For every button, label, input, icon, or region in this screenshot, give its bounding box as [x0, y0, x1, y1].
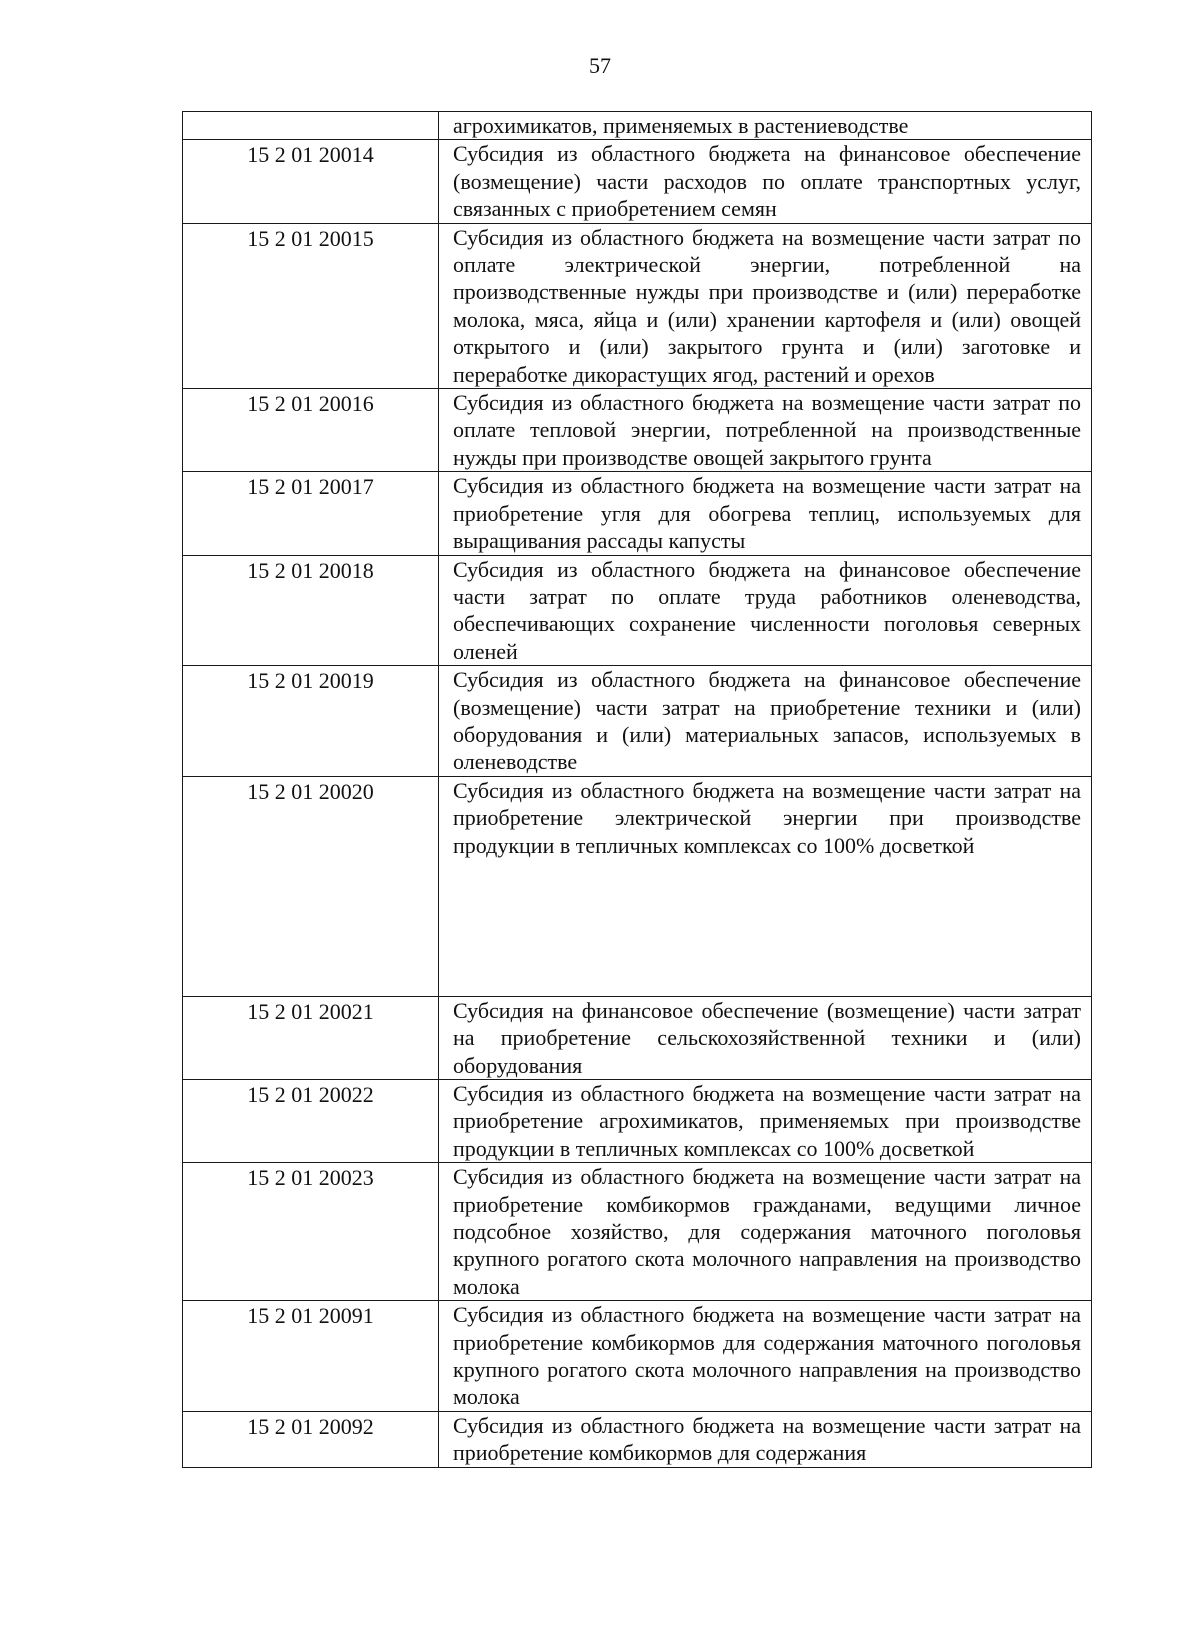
row-code: 15 2 01 20018	[247, 557, 374, 583]
row-code: 15 2 01 20020	[247, 778, 374, 804]
row-description: Субсидия из областного бюджета на финансовое обеспечение (возмещение) части затрат на приобретение техники и (или) оборудования и (или) материальных запасов, используемых в оленеводстве	[453, 667, 1081, 775]
row-description: Субсидия из областного бюджета на возмещение части затрат на приобретение угля для обогрева теплиц, используемых для выращивания рассады капусты	[453, 473, 1081, 554]
table-row	[183, 776, 1092, 996]
table-row	[183, 1079, 1092, 1162]
row-description: агрохимикатов, применяемых в растениеводстве	[453, 113, 909, 138]
table-row	[183, 996, 1092, 1079]
row-description: Субсидия из областного бюджета на возмещение части затрат по оплате электрической энергии, потребленной на производственные нужды при производстве и (или) переработке молока, мяса, яйца и (или) хранении картофеля и (или) овощей открытого и (или) закрытого грунта и (или) заготовке и переработке дикорастущих ягод, растений и орехов	[453, 224, 1081, 387]
row-description: Субсидия из областного бюджета на финансовое обеспечение (возмещение) части расходов по оплате транспортных услуг, связанных с приобретением семян	[453, 141, 1081, 222]
row-description: Субсидия из областного бюджета на возмещение части затрат на приобретение комбикормов гражданами, ведущими личное подсобное хозяйство, для содержания маточного поголовья крупного рогатого скота молочного направления на производство молока	[453, 1164, 1081, 1299]
row-description: Субсидия из областного бюджета на возмещение части затрат на приобретение комбикормов для содержания маточного поголовья крупного рогатого скота молочного направления на производство молока	[453, 1302, 1081, 1410]
row-description: Субсидия из областного бюджета на финансовое обеспечение части затрат по оплате труда работников оленеводства, обеспечивающих сохранение численности поголовья северных оленей	[453, 556, 1081, 664]
row-description: Субсидия из областного бюджета на возмещение части затрат на приобретение агрохимикатов, применяемых при производстве продукции в тепличных комплексах со 100% досветкой	[453, 1080, 1081, 1161]
row-code: 15 2 01 20019	[247, 668, 374, 694]
row-code: 15 2 01 20091	[247, 1303, 374, 1329]
budget-codes-table	[182, 111, 1092, 1468]
page-number: 57	[589, 53, 611, 78]
row-description: Субсидия из областного бюджета на возмещение части затрат на приобретение электрической энергии при производстве продукции в тепличных комплексах со 100% досветкой	[453, 777, 1081, 858]
row-code	[183, 112, 438, 113]
row-code: 15 2 01 20092	[247, 1413, 374, 1439]
row-code: 15 2 01 20014	[247, 142, 374, 168]
row-code: 15 2 01 20021	[247, 998, 374, 1024]
table-row	[183, 112, 1092, 140]
row-code: 15 2 01 20023	[247, 1165, 374, 1191]
table-row	[183, 555, 1092, 666]
table-row	[183, 1163, 1092, 1301]
row-code: 15 2 01 20022	[247, 1081, 374, 1107]
table-row	[183, 1411, 1092, 1467]
row-code: 15 2 01 20017	[247, 474, 374, 500]
table-row	[183, 140, 1092, 223]
table-row	[183, 389, 1092, 472]
table-row	[183, 472, 1092, 555]
row-description: Субсидия из областного бюджета на возмещение части затрат на приобретение комбикормов для содержания	[453, 1412, 1081, 1466]
row-description: Субсидия из областного бюджета на возмещение части затрат по оплате тепловой энергии, потребленной на производственные нужды при производстве овощей закрытого грунта	[453, 390, 1081, 470]
table-row	[183, 666, 1092, 777]
row-code: 15 2 01 20016	[247, 391, 374, 417]
row-description: Субсидия на финансовое обеспечение (возмещение) части затрат на приобретение сельскохозяйственной техники и (или) оборудования	[453, 997, 1081, 1078]
table-row	[183, 1301, 1092, 1412]
row-code: 15 2 01 20015	[247, 225, 374, 251]
table-row	[183, 223, 1092, 388]
